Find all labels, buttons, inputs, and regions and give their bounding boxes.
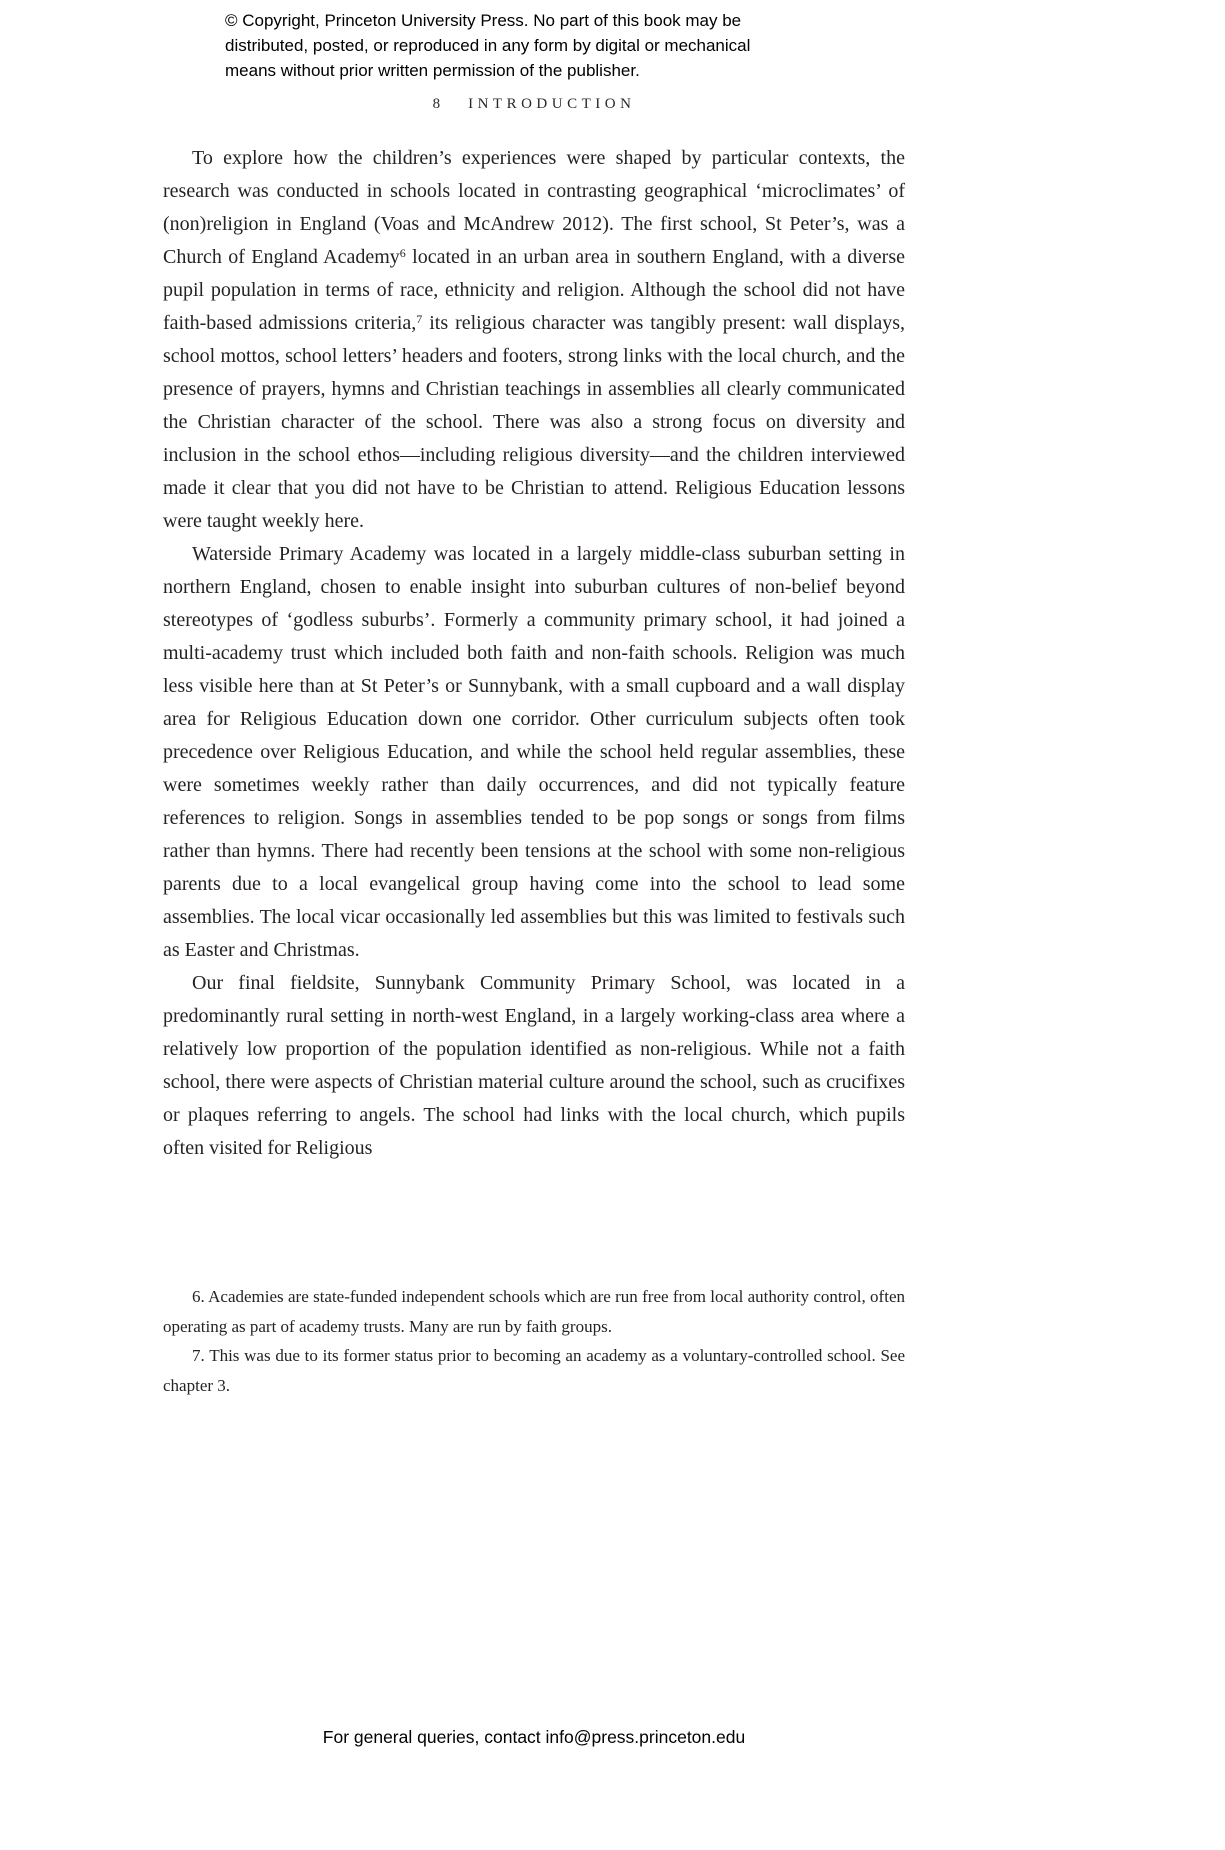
- copyright-notice: [225, 8, 865, 83]
- copyright-line: distributed, posted, or reproduced in any form by digital or mechanical: [225, 36, 751, 55]
- page-header: [163, 96, 905, 113]
- footnote-item: 6. Academies are state-funded independent schools which are run free from local authority control, often operating as part of academy trusts. Many are run by faith groups.: [163, 1287, 905, 1336]
- footnote-marker-7: 7: [416, 312, 423, 326]
- footnotes-section: [163, 1282, 905, 1400]
- chapter-title: INTRODUCTION: [468, 96, 636, 112]
- copyright-line: © Copyright, Princeton University Press. No part of this book may be: [225, 11, 742, 30]
- page-footer: [163, 1727, 905, 1748]
- body-text: [163, 142, 905, 1165]
- paragraph-text: To explore how the children’s experiences were shaped by particular contexts, the research was conducted in schools located in contrasting geographical ‘microclimates’ of (non)religion in England (Voas and McAndrew 2012). The first school, St Peter’s, was a Church of England Academy: [163, 147, 905, 268]
- footnote-marker-6: 6: [399, 246, 406, 260]
- body-paragraph: [163, 142, 905, 538]
- paragraph-text: its religious character was tangibly present: wall displays, school mottos, school letters’ headers and footers, strong links with the local church, and the presence of prayers, hymns and Christian teachings in assemblies all clearly communicated the Christian character of the school. There was also a strong focus on diversity and inclusion in the school ethos—including religious diversity—and the children interviewed made it clear that you did not have to be Christian to attend. Religious Education lessons were taught weekly here.: [163, 312, 905, 532]
- page-number: 8: [432, 96, 441, 112]
- body-paragraph: Our final fieldsite, Sunnybank Community Primary School, was located in a predominantly rural setting in north-west England, in a largely working-class area where a relatively low proportion of the population identified as non-religious. While not a faith school, there were aspects of Christian material culture around the school, such as crucifixes or plaques referring to angels. The school had links with the local church, which pupils often visited for Religious: [163, 972, 905, 1159]
- paragraph-text: located in an urban area in southern England, with a diverse pupil population in terms of race, ethnicity and religion. Although the school did not have faith-based admissions criteria,: [163, 246, 906, 334]
- body-paragraph: Waterside Primary Academy was located in a largely middle-class suburban setting in northern England, chosen to enable insight into suburban cultures of non-belief beyond stereotypes of ‘godless suburbs’. Formerly a community primary school, it had joined a multi-academy trust which included both faith and non-faith schools. Religion was much less visible here than at St Peter’s or Sunnybank, with a small cupboard and a wall display area for Religious Education down one corridor. Other curriculum subjects often took precedence over Religious Education, and while the school held regular assemblies, these were sometimes weekly rather than daily occurrences, and did not typically feature references to religion. Songs in assemblies tended to be pop songs or songs from films rather than hymns. There had recently been tensions at the school with some non-religious parents due to a local evangelical group having come into the school to lead some assemblies. The local vicar occasionally led assemblies but this was limited to festivals such as Easter and Christmas.: [163, 543, 905, 961]
- contact-line: For general queries, contact info@press.princeton.edu: [322, 1727, 746, 1747]
- copyright-line: means without prior written permission of the publisher.: [225, 61, 640, 80]
- footnote-item: 7. This was due to its former status prior to becoming an academy as a voluntary-controlled school. See chapter 3.: [163, 1346, 905, 1395]
